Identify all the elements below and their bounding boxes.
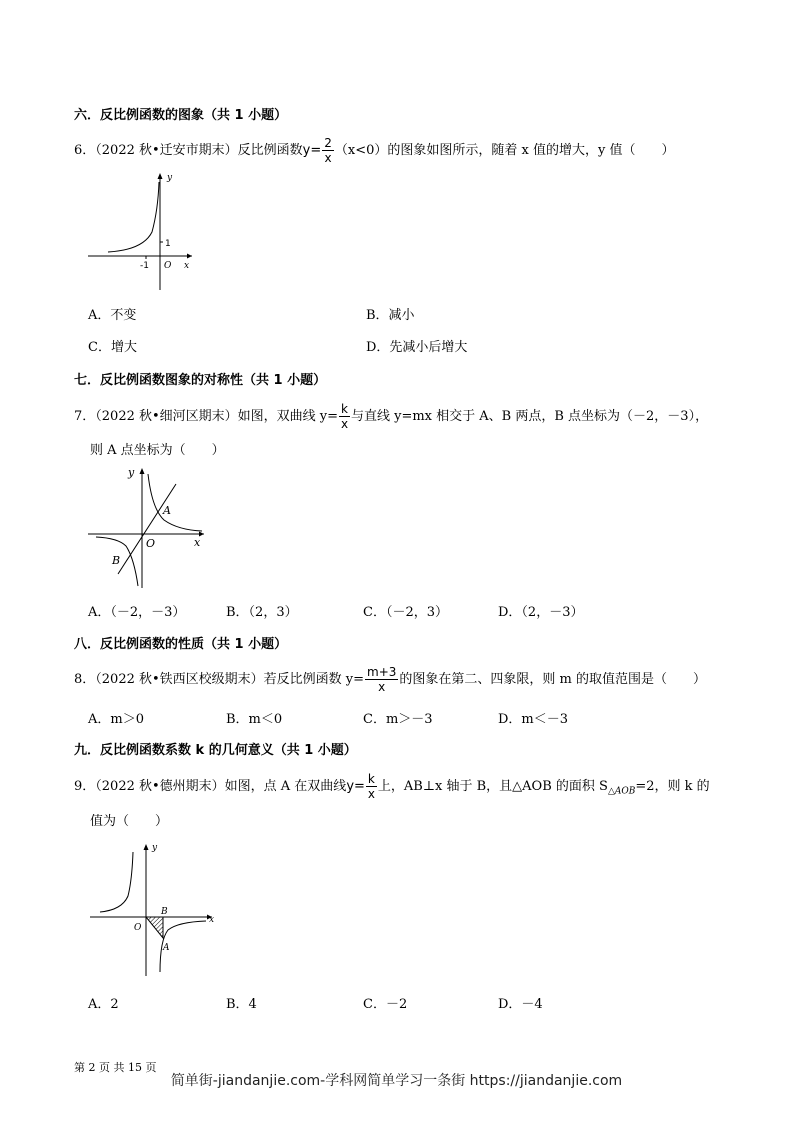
q9-line2: 值为（ ）: [90, 814, 169, 829]
q6-prefix: 6．（2022 秋•迁安市期末）反比例函数: [74, 143, 303, 158]
q8-option-d[interactable]: D．m＜－3: [498, 712, 569, 727]
section-heading-9: 九．反比例函数系数 k 的几何意义（共 1 小题）: [74, 743, 357, 758]
page-number-footer: 第 2 页 共 15 页: [74, 1061, 157, 1074]
question-9-stem: [74, 772, 710, 802]
q8-option-c[interactable]: C．m＞－3: [363, 712, 433, 727]
q9-x-label: x: [209, 915, 215, 925]
q9-point-a-label: A: [163, 943, 170, 953]
q9-numerator: k: [367, 772, 375, 786]
q6-option-d[interactable]: D．先减小后增大: [366, 340, 468, 355]
q6-suffix: （x<0）的图象如图所示，随着 x 值的增大，y 值（ ）: [334, 143, 675, 158]
q6-fraction: [322, 136, 334, 165]
q7-prefix: 7．（2022 秋•细河区期末）如图，双曲线 y=: [74, 409, 339, 424]
section-heading-6: 六．反比例函数的图象（共 1 小题）: [74, 108, 288, 123]
q6-x-label: x: [184, 261, 190, 271]
q7-option-c[interactable]: C．（－2，3）: [363, 605, 448, 620]
q9-y-label: y: [152, 843, 158, 853]
q8-fraction: [365, 665, 398, 694]
q7-option-d[interactable]: D．（2，－3）: [498, 605, 584, 620]
q6-origin-label: O: [164, 261, 172, 271]
q9-point-b-label: B: [161, 907, 168, 917]
q6-option-a[interactable]: A．不变: [88, 308, 137, 323]
q9-fraction: [366, 772, 377, 801]
q9-option-b[interactable]: B．4: [226, 997, 257, 1012]
q7-numerator: k: [341, 402, 348, 416]
q7-denominator: x: [340, 417, 349, 431]
q7-origin-label: O: [146, 537, 156, 550]
q7-point-b-label: B: [112, 554, 121, 567]
q9-option-a[interactable]: A．2: [88, 997, 119, 1012]
q6-y-label: y: [167, 173, 173, 183]
question-7-stem: [74, 402, 708, 431]
q7-x-label: x: [194, 536, 201, 549]
q9-suffix2: =2，则 k 的: [635, 779, 710, 794]
q9-origin-label: O: [134, 923, 142, 933]
q6-graph: [88, 170, 198, 292]
q9-graph: [88, 840, 216, 978]
q9-suffix: 上，AB⊥x 轴于 B，且△AOB 的面积 S: [377, 779, 608, 794]
q8-prefix: 8．（2022 秋•铁西区校级期末）若反比例函数 y=: [74, 672, 365, 687]
q9-option-d[interactable]: D．－4: [498, 997, 543, 1012]
q8-option-b[interactable]: B．m＜0: [226, 712, 283, 727]
q8-numerator: m+3: [367, 665, 397, 679]
q8-suffix: 的图象在第二、四象限，则 m 的取值范围是（ ）: [399, 672, 707, 687]
q9-prefix: 9．（2022 秋•德州期末）如图，点 A 在双曲线: [74, 779, 347, 794]
q7-fraction: [339, 402, 350, 431]
question-6-stem: [74, 136, 674, 165]
q6-option-b[interactable]: B．减小: [366, 308, 415, 323]
q6-numerator: 2: [324, 136, 332, 150]
q7-point-a-label: A: [163, 504, 171, 517]
q8-option-a[interactable]: A．m＞0: [88, 712, 144, 727]
q9-func-lhs: y=: [346, 779, 365, 794]
q9-subscript: △AOB: [607, 786, 636, 797]
q7-line2: 则 A 点坐标为（ ）: [90, 443, 225, 458]
question-8-stem: [74, 665, 706, 694]
q7-suffix: 与直线 y=mx 相交于 A、B 两点，B 点坐标为（－2，－3），: [350, 409, 709, 424]
q9-option-c[interactable]: C．－2: [363, 997, 408, 1012]
q7-option-a[interactable]: A．（－2，－3）: [88, 605, 186, 620]
q7-option-b[interactable]: B．（2，3）: [226, 605, 298, 620]
section-heading-8: 八．反比例函数的性质（共 1 小题）: [74, 637, 288, 652]
q6-func-lhs: y=: [302, 143, 322, 158]
q7-graph: [88, 464, 210, 592]
q6-tick-neg-one: -1: [140, 261, 149, 271]
q9-denominator: x: [367, 787, 375, 801]
q6-tick-one: 1: [165, 239, 171, 249]
q6-denominator: x: [324, 151, 332, 165]
section-heading-7: 七．反比例函数图象的对称性（共 1 小题）: [74, 373, 327, 388]
q8-denominator: x: [378, 680, 386, 694]
q7-y-label: y: [128, 466, 135, 479]
q6-option-c[interactable]: C．增大: [88, 340, 137, 355]
site-watermark: 简单街-jiandanjie.com-学科网简单学习一条街 https://jiandanjie.com: [170, 1073, 623, 1089]
